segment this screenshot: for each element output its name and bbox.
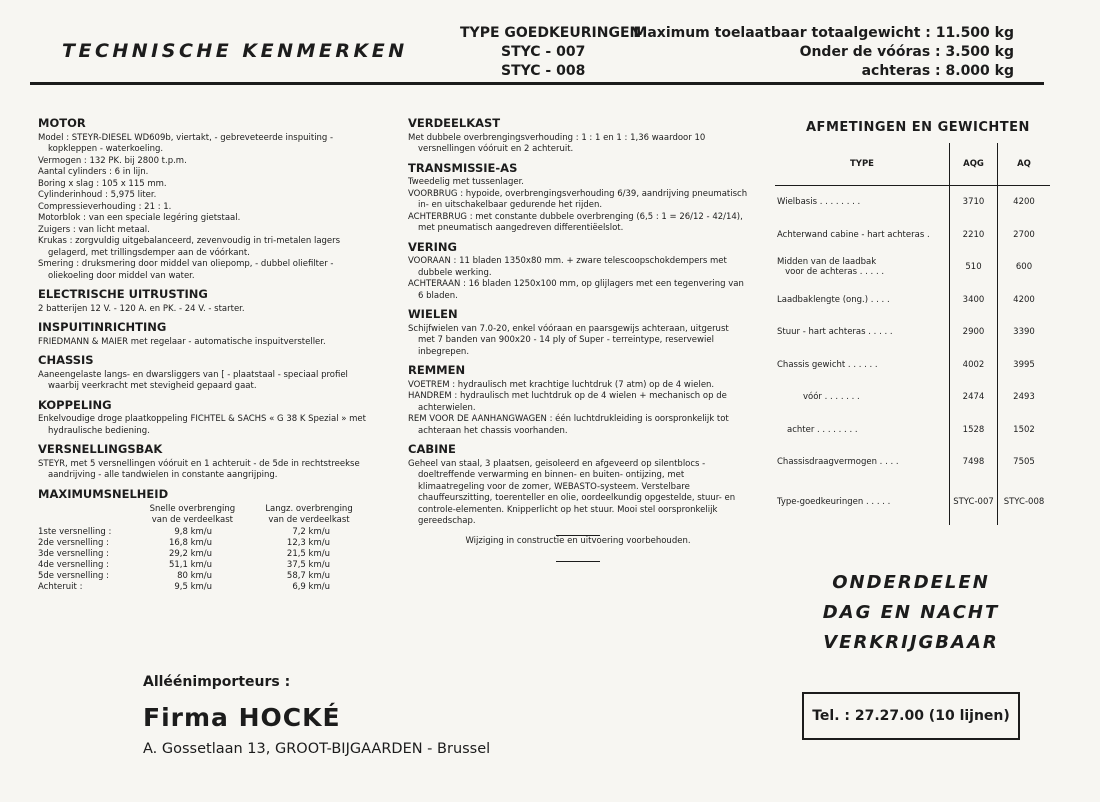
section-title: INSPUITINRICHTING: [38, 320, 167, 334]
section-gearbox: [38, 444, 378, 482]
section-title: ELECTRISCHE UITRUSTING: [38, 287, 208, 301]
spec-line: Zuigers : van licht metaal.: [38, 224, 150, 235]
section-title: KOPPELING: [38, 397, 112, 412]
page-title: TECHNISCHE KENMERKEN: [62, 40, 408, 62]
column-header: Langz. overbrenging van de verdeelkast: [265, 504, 353, 525]
column-header: TYPE: [775, 143, 950, 186]
spec-line: VOETREM : hydraulisch met krachtige luchtdruk (7 atm) op de 4 wielen.: [408, 379, 715, 390]
section-title: WIELEN: [408, 307, 458, 321]
spec-line: Cylinderinhoud : 5,975 liter.: [38, 190, 157, 200]
section-cabin: [408, 444, 748, 528]
column-header: AQG: [950, 143, 998, 186]
section-title: CABINE: [408, 442, 456, 456]
spec-line: Motorblok : van een speciale legéring gietstaal.: [38, 213, 241, 223]
spec-line: ACHTERBRUG : met constante dubbele overbrenging (6,5 : 1 = 26/12 - 42/14), met pneumatisch aangedreven differentiëelslot.: [408, 211, 743, 233]
parts-promo: [780, 568, 1042, 658]
spec-column-right: [408, 118, 748, 562]
promo-line: ONDERDELEN: [832, 572, 990, 593]
section-driveshaft: [408, 160, 748, 235]
table-header: [775, 143, 1050, 186]
promo-line: VERKRIJGBAAR: [823, 632, 999, 653]
column-header: AQ: [1017, 159, 1031, 169]
section-clutch: [38, 397, 378, 438]
spec-line: Tweedelig met tussenlager.: [408, 177, 524, 187]
spec-column-left: [38, 118, 378, 600]
spec-line: Schijfwielen van 7.0-20, enkel vóóraan en paarsgewijs achteraan, uitgerust met 7 banden van 900x20 - 14 ply of Super - terreintype, reservewiel inbegrepen.: [408, 323, 729, 357]
section-title: MAXIMUMSNELHEID: [38, 486, 169, 501]
column-header: Snelle overbrenging van de verdeelkast: [149, 504, 236, 525]
section-title: VERING: [408, 239, 457, 254]
table-row: 5de versnelling : 80 km/u 58,7 km/u: [38, 571, 330, 581]
type-label: TYPE GOEDKEURINGEN: [460, 25, 642, 41]
table-row: Type-goedkeuringen . . . . . STYC-007 STYC-008: [775, 479, 1050, 525]
section-transfer-case: [408, 118, 748, 156]
spec-line: VOORAAN : 11 bladen 1350x80 mm. + zware telescoopschokdempers met dubbele werking.: [408, 256, 727, 278]
section-max-speed: [38, 486, 378, 594]
speed-header: [38, 503, 368, 527]
spec-line: Aantal cylinders : 6 in lijn.: [38, 167, 149, 177]
firm-address: A. Gossetlaan 13, GROOT-BIJGAARDEN - Brussel: [143, 741, 491, 757]
spec-line: HANDREM : hydraulisch met luchtdruk op de 4 wielen + mechanisch op de achterwielen.: [408, 391, 727, 413]
spec-line: STEYR, met 5 versnellingen vóóruit en 1 achteruit - de 5de in rechtstreekse aandrijving - alle tandwielen in constante aangrijping.: [38, 458, 360, 480]
firm-name: Firma HOCKÉ: [143, 703, 341, 732]
section-wheels: [408, 309, 748, 358]
section-title: TRANSMISSIE-AS: [408, 160, 518, 175]
section-title: CHASSIS: [38, 353, 94, 367]
table-row: 1ste versnelling : 9,8 km/u 7,2 km/u: [38, 527, 330, 537]
section-motor: [38, 118, 378, 282]
table-row: 4de versnelling : 51,1 km/u 37,5 km/u: [38, 560, 330, 570]
table-row: Chassis gewicht . . . . . . 4002 3995: [775, 349, 1050, 382]
section-title: VERSNELLINGSBAK: [38, 442, 163, 456]
spec-line: Compressieverhouding : 21 : 1.: [38, 201, 172, 212]
section-title: REMMEN: [408, 363, 466, 377]
spec-line: Boring x slag : 105 x 115 mm.: [38, 178, 167, 189]
spec-line: REM VOOR DE AANHANGWAGEN : één luchtdrukleiding is oorspronkelijk tot achteraan het chassis voorhanden.: [408, 414, 729, 436]
section-chassis: [38, 355, 378, 393]
header-divider: [30, 82, 1044, 85]
table-row: 3de versnelling : 29,2 km/u 21,5 km/u: [38, 549, 330, 559]
divider: [556, 561, 600, 562]
table-row: Midden van de laadbak voor de achteras . . . . . 510 600: [775, 251, 1050, 284]
spec-line: Aaneengelaste langs- en dwarsliggers van [ - plaatstaal - speciaal profiel waarbij veerkracht met stevigheid gepaard gaat.: [38, 369, 348, 391]
weight-line: achteras : 8.000 kg: [861, 63, 1014, 79]
spec-line: Smering : druksmering door middel van oliepomp, - dubbel oliefilter - oliekoeling door middel van water.: [38, 259, 334, 281]
table-row: Chassisdraagvermogen . . . . 7498 7505: [775, 446, 1050, 479]
weight-limits: [633, 24, 1014, 81]
spec-line: Krukas : zorgvuldig uitgebalanceerd, zevenvoudig in tri-metalen lagers gelagerd, met trillingsdemper aan de vóórkant.: [38, 236, 341, 258]
table-row: Achteruit : 9,5 km/u 6,9 km/u: [38, 582, 330, 592]
section-title: MOTOR: [38, 116, 86, 130]
section-electrical: [38, 289, 378, 315]
type-approvals: [460, 24, 641, 81]
table-row: Achterwand cabine - hart achteras . 2210 2700: [775, 219, 1050, 252]
type-code: STYC - 008: [501, 63, 586, 79]
spec-line: Enkelvoudige droge plaatkoppeling FICHTEL & SACHS « G 38 K Spezial » met hydraulische bediening.: [38, 414, 366, 436]
table-row: 2de versnelling : 16,8 km/u 12,3 km/u: [38, 538, 330, 548]
section-injection: [38, 322, 378, 348]
table-row: Stuur - hart achteras . . . . . 2900 3390: [775, 316, 1050, 349]
spec-line: VOORBRUG : hypoide, overbrengingsverhouding 6/39, aandrijving pneumatisch in- en uitschakelbaar gedurende het rijden.: [408, 188, 748, 210]
table-row: Laadbaklengte (ong.) . . . . 3400 4200: [775, 284, 1050, 317]
spec-line: Model : STEYR-DIESEL WD609b, viertakt, - gebreveteerde inspuiting - kopkleppen - waterkoeling.: [38, 132, 334, 154]
weight-line: Onder de vóóras : 3.500 kg: [799, 44, 1014, 60]
dimensions-table: [775, 143, 1050, 525]
disclaimer-note: Wijziging in constructie en uitvoering voorbehouden.: [465, 535, 691, 546]
spec-line: Met dubbele overbrengingsverhouding : 1 : 1 en 1 : 1,36 waardoor 10 versnellingen vóóruit en 2 achteruit.: [408, 132, 706, 154]
type-code: STYC - 007: [501, 44, 586, 60]
section-title: VERDEELKAST: [408, 116, 501, 130]
spec-line: 2 batterijen 12 V. - 120 A. en PK. - 24 V. - starter.: [38, 303, 245, 314]
dimensions-title: AFMETINGEN EN GEWICHTEN: [806, 120, 1030, 135]
table-row: Wielbasis . . . . . . . . 3710 4200: [775, 186, 1050, 219]
weight-line: Maximum toelaatbaar totaalgewicht : 11.500 kg: [633, 25, 1014, 41]
spec-line: ACHTERAAN : 16 bladen 1250x100 mm, op glijlagers met een tegenvering van 6 bladen.: [408, 279, 744, 301]
spec-line: Geheel van staal, 3 plaatsen, geisoleerd en afgeveerd op silentblocs - doeltreffende verwarming en binnen- en buiten- ontijzing, met klimaatregeling voor de zomer, WEBASTO-systeem. Verstelbare chauffeurszitting, toerenteller en olie, oordeelkundig opgestelde, stuur- en controle-elementen. Knipperlicht op het stuur. Mooi stel oorspronkelijk gereedschap.: [408, 458, 736, 526]
speed-table: [38, 503, 368, 593]
section-suspension: [408, 239, 748, 303]
spec-line: FRIEDMANN & MAIER met regelaar - automatische inspuitversteller.: [38, 336, 326, 347]
telephone-number: Tel. : 27.27.00 (10 lijnen): [812, 708, 1010, 724]
importer-label: Alléénimporteurs :: [143, 674, 291, 690]
promo-line: DAG EN NACHT: [822, 602, 1000, 623]
telephone-box: [802, 692, 1020, 740]
spec-line: Vermogen : 132 PK. bij 2800 t.p.m.: [38, 155, 187, 166]
table-row: vóór . . . . . . . 2474 2493: [775, 381, 1050, 414]
section-brakes: [408, 365, 748, 437]
table-row: achter . . . . . . . . 1528 1502: [775, 414, 1050, 447]
